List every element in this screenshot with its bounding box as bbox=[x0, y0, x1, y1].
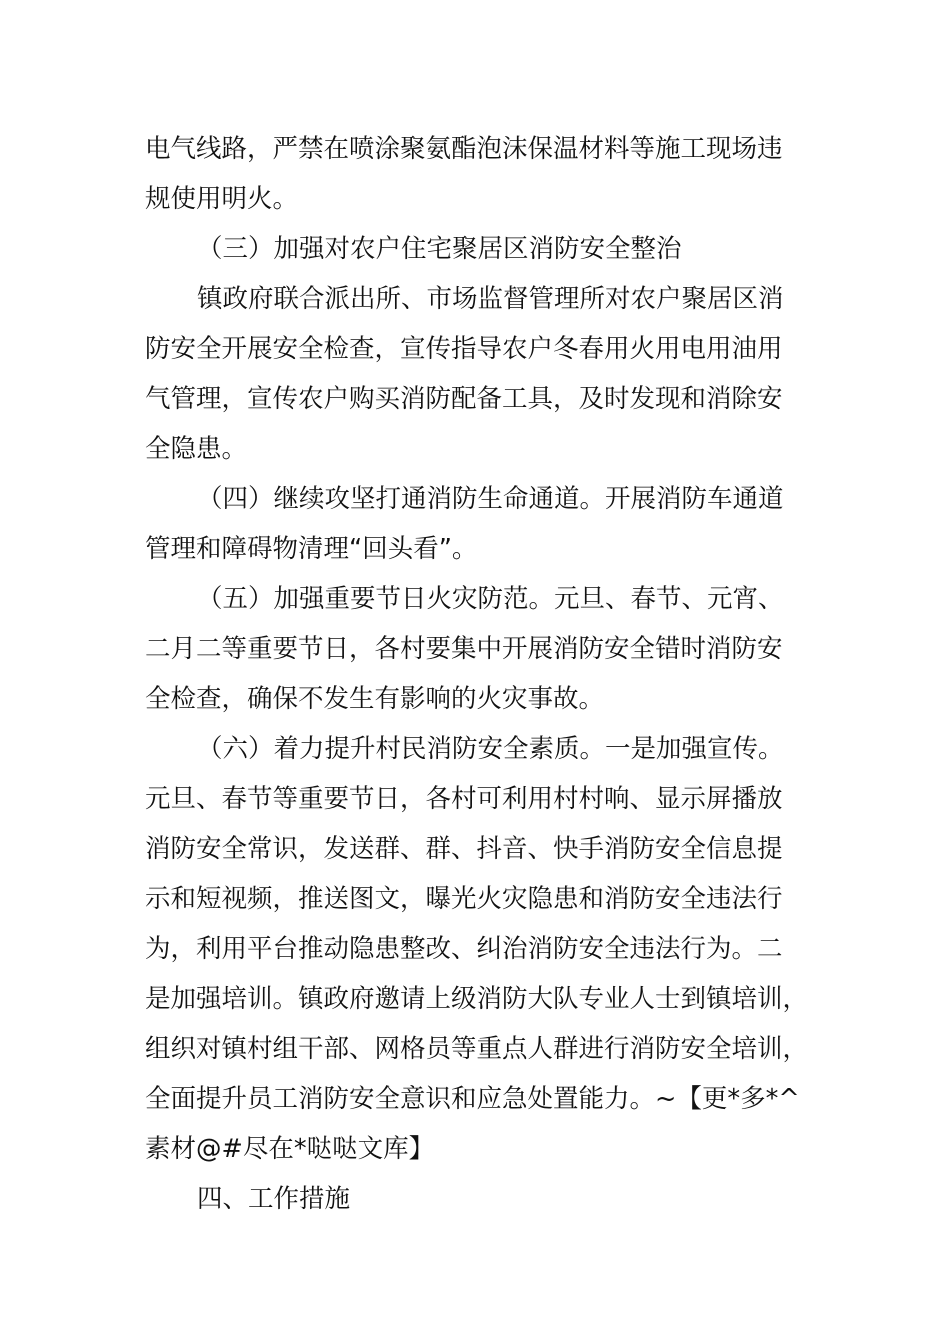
text-line-6: 气管理，宣传农户购买消防配备工具，及时发现和消除安 bbox=[145, 384, 783, 414]
text-line-18: 是加强培训。镇政府邀请上级消防大队专业人士到镇培训， bbox=[145, 984, 809, 1014]
section-heading-measures: 四、工作措施 bbox=[197, 1184, 351, 1214]
text-line-12: 全检查，确保不发生有影响的火灾事故。 bbox=[145, 684, 605, 714]
text-line-4: 镇政府联合派出所、市场监督管理所对农户聚居区消 bbox=[197, 284, 784, 314]
section-heading-3: （三）加强对农户住宅聚居区消防安全整治 bbox=[197, 234, 682, 264]
section-heading-4: （四）继续攻坚打通消防生命通道。开展消防车通道 bbox=[197, 484, 784, 514]
text-line-16: 示和短视频，推送图文，曝光火灾隐患和消防安全违法行 bbox=[145, 884, 783, 914]
text-line-14: 元旦、春节等重要节日，各村可利用村村响、显示屏播放 bbox=[145, 784, 783, 814]
text-line-20: 全面提升员工消防安全意识和应急处置能力。~【更*多*^ bbox=[145, 1084, 800, 1114]
text-line-15: 消防安全常识，发送群、群、抖音、快手消防安全信息提 bbox=[145, 834, 783, 864]
text-line-21: 素材@#尽在*哒哒文库】 bbox=[145, 1134, 435, 1164]
text-line-11: 二月二等重要节日，各村要集中开展消防安全错时消防安 bbox=[145, 634, 783, 664]
section-heading-6: （六）着力提升村民消防安全素质。一是加强宣传。 bbox=[197, 734, 784, 764]
text-line-9: 管理和障碍物清理“回头看”。 bbox=[145, 534, 478, 564]
text-line-7: 全隐患。 bbox=[145, 434, 248, 464]
text-line-17: 为，利用平台推动隐患整改、纠治消防安全违法行为。二 bbox=[145, 934, 783, 964]
section-heading-5: （五）加强重要节日火灾防范。元旦、春节、元宵、 bbox=[197, 584, 784, 614]
text-line-19: 组织对镇村组干部、网格员等重点人群进行消防安全培训， bbox=[145, 1034, 809, 1064]
text-line-1: 电气线路，严禁在喷涂聚氨酯泡沫保温材料等施工现场违 bbox=[145, 134, 783, 164]
text-line-5: 防安全开展安全检查，宣传指导农户冬春用火用电用油用 bbox=[145, 334, 783, 364]
text-line-2: 规使用明火。 bbox=[145, 184, 299, 214]
